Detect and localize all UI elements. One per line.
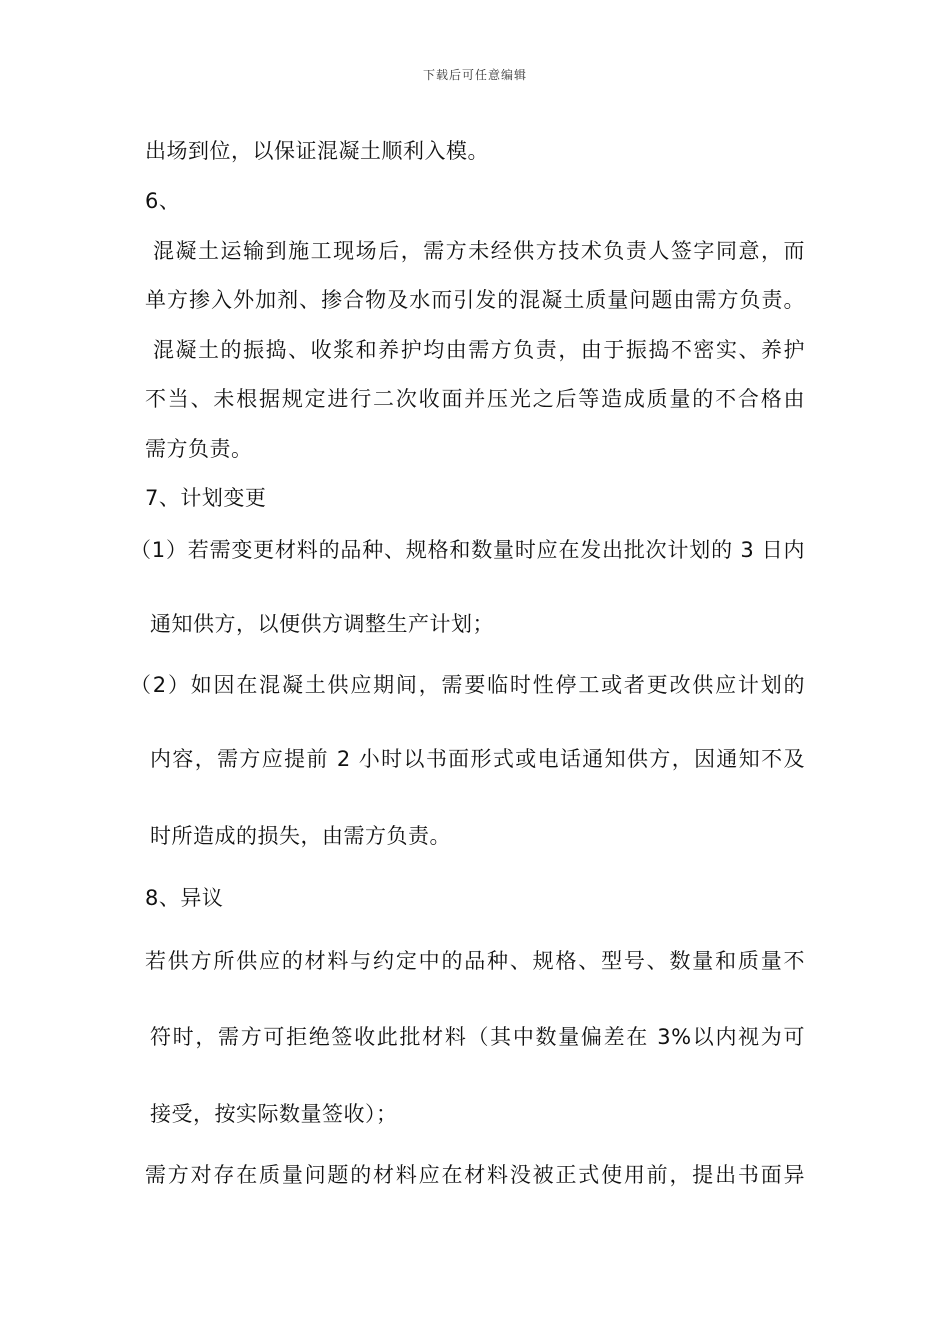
paragraph-line: 若供方所供应的材料与约定中的品种、规格、型号、数量和质量不 bbox=[145, 949, 805, 973]
paragraph-line: （1）若需变更材料的品种、规格和数量时应在发出批次计划的 3 日内 bbox=[130, 538, 805, 562]
section-heading: 7、计划变更 bbox=[145, 486, 267, 510]
paragraph-line: 单方掺入外加剂、掺合物及水而引发的混凝土质量问题由需方负责。 bbox=[145, 288, 805, 312]
paragraph-line: 时所造成的损失，由需方负责。 bbox=[150, 824, 451, 848]
paragraph-line: 需方对存在质量问题的材料应在材料没被正式使用前，提出书面异 bbox=[145, 1163, 805, 1187]
paragraph-line: 不当、未根据规定进行二次收面并压光之后等造成质量的不合格由 bbox=[145, 387, 805, 411]
paragraph-line: 符时，需方可拒绝签收此批材料（其中数量偏差在 3%以内视为可 bbox=[150, 1025, 805, 1049]
paragraph-line: 需方负责。 bbox=[145, 437, 253, 461]
section-number: 6、 bbox=[145, 189, 181, 213]
paragraph-line: 出场到位，以保证混凝土顺利入模。 bbox=[145, 139, 489, 163]
paragraph-line: 混凝土的振捣、收浆和养护均由需方负责，由于振捣不密实、养护 bbox=[153, 338, 805, 362]
paragraph-line: （2）如因在混凝土供应期间，需要临时性停工或者更改供应计划的 bbox=[130, 673, 805, 697]
paragraph-line: 通知供方，以便供方调整生产计划； bbox=[150, 612, 494, 636]
section-heading: 8、异议 bbox=[145, 886, 224, 910]
paragraph-line: 接受，按实际数量签收）； bbox=[150, 1102, 398, 1126]
header-note: 下载后可任意编辑 bbox=[422, 68, 527, 82]
paragraph-line: 混凝土运输到施工现场后，需方未经供方技术负责人签字同意，而 bbox=[153, 239, 805, 263]
paragraph-line: 内容，需方应提前 2 小时以书面形式或电话通知供方，因通知不及 bbox=[150, 747, 805, 771]
